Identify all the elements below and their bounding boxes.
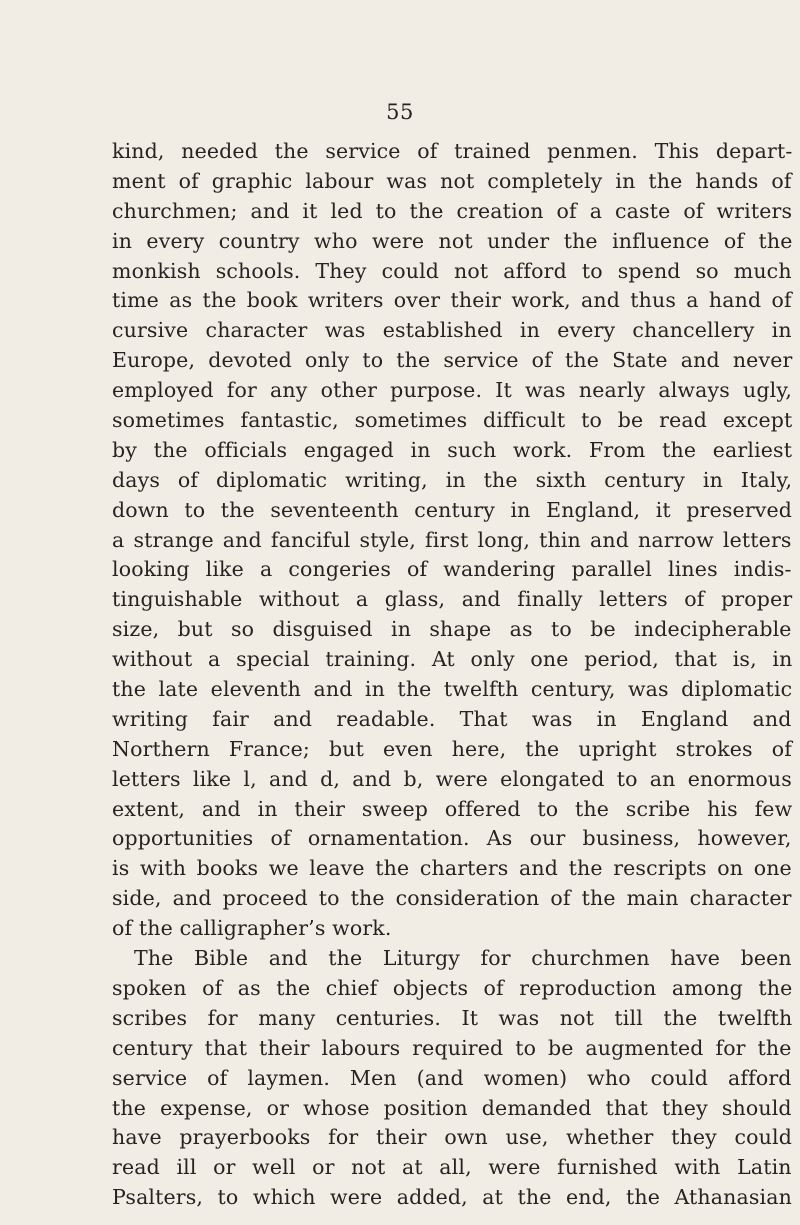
text-line: sometimes fantastic, sometimes difficult to be read except xyxy=(112,408,793,433)
text-line: have prayerbooks for their own use, whether they could xyxy=(112,1125,793,1150)
text-line: days of diplomatic writing, in the sixth century in Italy, xyxy=(112,467,793,492)
body-text xyxy=(112,137,792,1213)
text-line: opportunities of ornamentation. As our business, however, xyxy=(112,826,792,851)
text-line: by the officials engaged in such work. From the earliest xyxy=(112,437,793,462)
text-line: the expense, or whose position demanded that they should xyxy=(112,1095,792,1120)
text-line: a strange and fanciful style, first long, thin and narrow letters xyxy=(112,527,792,552)
text-line: extent, and in their sweep offered to the scribe his few xyxy=(112,796,793,821)
text-line: letters like l, and d, and b, were elongated to an enormous xyxy=(112,766,792,791)
text-line: looking like a congeries of wandering parallel lines indis- xyxy=(112,557,792,582)
text-line: Northern France; but even here, the upright strokes of xyxy=(112,736,792,761)
text-line: scribes for many centuries. It was not till the twelfth xyxy=(112,1005,793,1030)
text-line: service of laymen. Men (and women) who could afford xyxy=(112,1065,792,1090)
text-line: down to the seventeenth century in England, it preserved xyxy=(112,497,793,522)
text-line: churchmen; and it led to the creation of a caste of writers xyxy=(112,198,793,223)
text-line: cursive character was established in every chancellery in xyxy=(112,318,792,343)
text-line: in every country who were not under the influence of the xyxy=(112,228,793,253)
text-line: writing fair and readable. That was in England and xyxy=(112,706,792,731)
text-line: employed for any other purpose. It was nearly always ugly, xyxy=(112,378,793,403)
text-line: the late eleventh and in the twelfth century, was diplomatic xyxy=(112,677,793,702)
text-line: century that their labours required to be augmented for the xyxy=(112,1035,792,1060)
text-line: without a special training. At only one period, that is, in xyxy=(112,647,793,672)
text-line: read ill or well or not at all, were furnished with Latin xyxy=(112,1155,792,1180)
text-line: The Bible and the Liturgy for churchmen have been xyxy=(134,946,792,971)
text-line: tinguishable without a glass, and finally letters of proper xyxy=(112,587,793,612)
text-line: is with books we leave the charters and the rescripts on one xyxy=(112,856,792,881)
text-line: kind, needed the service of trained penmen. This depart- xyxy=(112,139,793,163)
text-line: side, and proceed to the consideration of the main character xyxy=(112,886,792,911)
text-line: size, but so disguised in shape as to be indecipherable xyxy=(112,617,792,642)
text-line: spoken of as the chief objects of reproduction among the xyxy=(112,975,793,1000)
text-line: time as the book writers over their work, and thus a hand of xyxy=(112,288,792,313)
text-line: Psalters, to which were added, at the end, the Athanasian xyxy=(112,1185,792,1210)
text-line: Europe, devoted only to the service of the State and never xyxy=(112,348,793,373)
page-number: 55 xyxy=(386,100,414,124)
text-line: monkish schools. They could not afford to spend so much xyxy=(112,258,792,283)
text-line: of the calligrapher’s work. xyxy=(112,916,392,941)
text-line: ment of graphic labour was not completely in the hands of xyxy=(112,168,792,193)
